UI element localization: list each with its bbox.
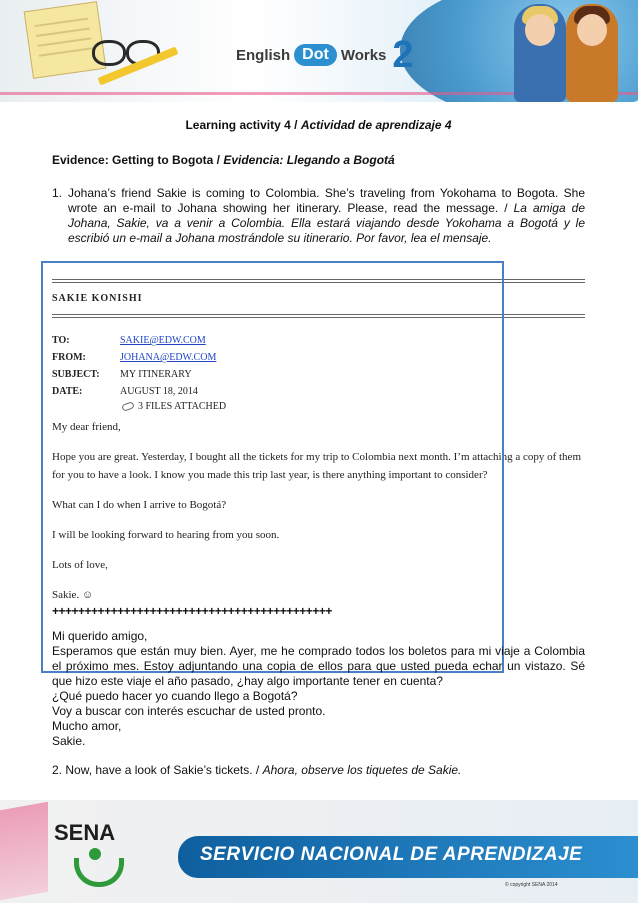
instruction-2: [52, 763, 585, 778]
instruction-number: 2.: [52, 763, 63, 777]
from-email-link[interactable]: JOHANA@EDW.COM: [120, 352, 217, 363]
spanish-greeting: Mi querido amigo,: [52, 629, 148, 643]
email-paragraph: What can I do when I arrive to Bogotá?: [52, 499, 227, 511]
subject-label: SUBJECT:: [52, 369, 100, 380]
instruction-number: 1.: [52, 186, 63, 200]
email-closing: Lots of love,: [52, 559, 108, 571]
spanish-paragraph: Esperamos que están muy bien. Ayer, me he comprado todos los boletos para mi viaje a Colombia el próximo mes. Estoy adjuntando una copia de ellos para que usted pueda echar un vistazo. Sé que hizo este viaje el año pasado, ¿hay algo importante tener en cuenta?: [52, 644, 585, 688]
activity-title-en: Learning activity 4 /: [185, 118, 301, 132]
instruction-2-es: Ahora, observe los tiquetes de Sakie.: [262, 763, 462, 777]
institution-name: SERVICIO NACIONAL DE APRENDIZAJE: [200, 844, 583, 865]
evidence-heading: [52, 153, 585, 168]
activity-title-es: Actividad de aprendizaje 4: [300, 118, 452, 132]
separator: +++++++++++++++++++++++++++++++++++++++++++: [52, 604, 332, 618]
email-sender: SAKIE KONISHI: [52, 293, 143, 304]
email-paragraph: I will be looking forward to hearing from you soon.: [52, 529, 280, 541]
instruction-1: [52, 186, 585, 246]
instruction-2-en: Now, have a look of Sakie’s tickets. /: [65, 763, 263, 777]
from-label: FROM:: [52, 352, 86, 363]
to-label: TO:: [52, 335, 70, 346]
footer-banner: [0, 800, 638, 903]
spanish-signature: Sakie.: [52, 734, 86, 748]
spanish-paragraph: ¿Qué puedo hacer yo cuando llego a Bogotá?: [52, 689, 298, 703]
spanish-paragraph: Voy a buscar con interés escuchar de usted pronto.: [52, 704, 326, 718]
brand-works: Works: [340, 46, 387, 64]
brand-number: 2: [392, 34, 414, 76]
activity-title: [52, 118, 585, 133]
instructions: [52, 118, 585, 246]
email-greeting: My dear friend,: [52, 421, 121, 433]
brand-dot: Dot: [294, 44, 337, 66]
student-illustration: [566, 4, 618, 102]
brand-english: English: [236, 46, 291, 64]
brand-logo: [236, 34, 414, 76]
spanish-closing: Mucho amor,: [52, 719, 122, 733]
evidence-heading-en: Evidence: Getting to Bogota /: [52, 153, 224, 167]
sena-logo-icon: [72, 848, 118, 886]
date-value: AUGUST 18, 2014: [120, 386, 198, 397]
sena-wordmark: SENA: [54, 820, 116, 845]
to-email-link[interactable]: SAKIE@EDW.COM: [120, 335, 206, 346]
email-paragraph: Hope you are great. Yesterday, I bought all the tickets for my trip to Colombia next month. I’m attaching a copy of them for you to have a look. I know you made this trip last year, is there anything important to consider?: [52, 451, 581, 481]
footer-decoration: [0, 802, 48, 900]
date-label: DATE:: [52, 386, 83, 397]
evidence-heading-es: Evidencia: Llegando a Bogotá: [223, 153, 395, 167]
header-banner: [0, 0, 638, 102]
spanish-translation: [52, 604, 585, 778]
student-illustration: [514, 4, 566, 102]
instruction-1-en: Johana’s friend Sakie is coming to Colombia. She’s traveling from Yokohama to Bogota. She wrote an e-mail to Johana showing her itinerary. Please, read the message. /: [68, 186, 585, 215]
copyright: © copyright SENA 2014: [505, 882, 558, 888]
attachments-label: 3 FILES ATTACHED: [138, 401, 227, 412]
email-signature: Sakie. ☺: [52, 589, 94, 601]
subject-value: MY ITINERARY: [120, 369, 192, 380]
instruction-1-es: La amiga de Johana, Sakie, va a venir a Colombia. Ella estará viajando desde Yokohama a Bogotá y le escribió un e-mail a Johana mostrándole su itinerario. Por favor, lea el mensaje.: [68, 201, 585, 245]
